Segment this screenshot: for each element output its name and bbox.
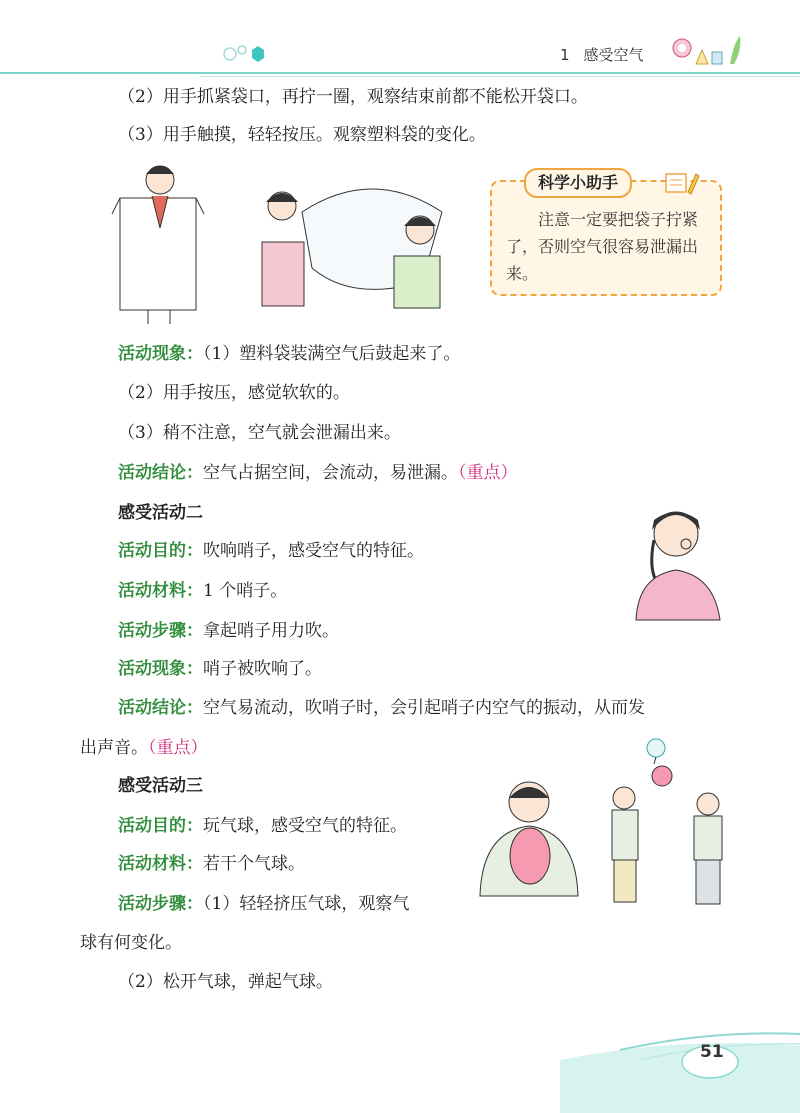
text-line xyxy=(80,737,208,759)
chapter-number: 1 xyxy=(560,46,570,64)
page-number: 51 xyxy=(700,1042,724,1062)
label: 活动步骤： xyxy=(118,621,203,641)
text-line xyxy=(118,462,518,484)
helper-title: 科学小助手 xyxy=(524,168,632,198)
text-line xyxy=(118,815,407,837)
value: 空气易流动，吹哨子时，会引起哨子内空气的振动，从而发 xyxy=(203,698,645,718)
label: 活动结论： xyxy=(118,463,203,483)
label: 活动目的： xyxy=(118,541,203,561)
label: 活动现象： xyxy=(118,659,203,679)
value: 玩气球，感受空气的特征。 xyxy=(203,816,407,836)
text-line xyxy=(118,893,409,915)
text-line xyxy=(118,658,322,680)
value: （1）轻轻挤压气球，观察气 xyxy=(203,894,410,914)
label: 活动目的： xyxy=(118,816,203,836)
key-point-tag: （重点） xyxy=(148,738,208,758)
text-line xyxy=(118,620,339,642)
value: 出声音。 xyxy=(80,738,148,758)
label: 活动步骤： xyxy=(118,894,203,914)
text-line: （2）用手抓紧袋口，再拧一圈，观察结束前都不能松开袋口。 xyxy=(118,87,588,107)
value: 若干个气球。 xyxy=(203,854,305,874)
value: 拿起哨子用力吹。 xyxy=(203,621,339,641)
boy-squeezing-balloon-illustration xyxy=(474,776,584,900)
cartoon-decoration-icon xyxy=(668,28,748,72)
section-heading: 感受活动二 xyxy=(118,503,203,523)
label: 活动材料： xyxy=(118,854,203,874)
value: 空气占据空间，会流动，易泄漏。 xyxy=(203,463,458,483)
value: 吹响哨子，感受空气的特征。 xyxy=(203,541,424,561)
chapter-title: 感受空气 xyxy=(583,46,644,64)
science-helper-box xyxy=(490,173,722,296)
text-line xyxy=(118,853,305,875)
helper-text-content: 注意一定要把袋子拧紧了，否则空气很容易泄漏出来。 xyxy=(506,210,699,283)
header-rule xyxy=(0,72,800,74)
helper-text xyxy=(506,206,706,287)
text-line xyxy=(118,697,645,719)
text-line: （2）松开气球，弹起气球。 xyxy=(118,972,333,992)
label: 活动材料： xyxy=(118,581,203,601)
girl-blowing-whistle-illustration xyxy=(628,500,728,624)
value: 1 个哨子。 xyxy=(203,581,288,601)
text-line: （3）稍不注意，空气就会泄漏出来。 xyxy=(118,423,401,443)
text-line xyxy=(118,580,287,602)
section-heading: 感受活动三 xyxy=(118,776,203,796)
text-line: 球有何变化。 xyxy=(80,933,182,953)
text-line: （3）用手触摸，轻轻按压。观察塑料袋的变化。 xyxy=(118,125,486,145)
girls-with-inflated-bag-illustration xyxy=(252,172,452,310)
boys-bouncing-balloons-illustration xyxy=(600,734,730,910)
bubbles-icon xyxy=(210,38,270,68)
page-corner-wave xyxy=(560,1020,800,1113)
value: 哨子被吹响了。 xyxy=(203,659,322,679)
value: （1）塑料袋装满空气后鼓起来了。 xyxy=(203,344,461,364)
key-point-tag: （重点） xyxy=(458,463,518,483)
girl-holding-bag-illustration xyxy=(108,158,208,330)
chapter-header xyxy=(560,44,644,65)
label: 活动结论： xyxy=(118,698,203,718)
text-line xyxy=(118,540,424,562)
text-line: （2）用手按压，感觉软软的。 xyxy=(118,383,350,403)
text-line xyxy=(118,343,460,365)
header-rule-thin xyxy=(200,76,800,77)
label: 活动现象： xyxy=(118,344,203,364)
notepad-pencil-icon xyxy=(664,170,700,196)
